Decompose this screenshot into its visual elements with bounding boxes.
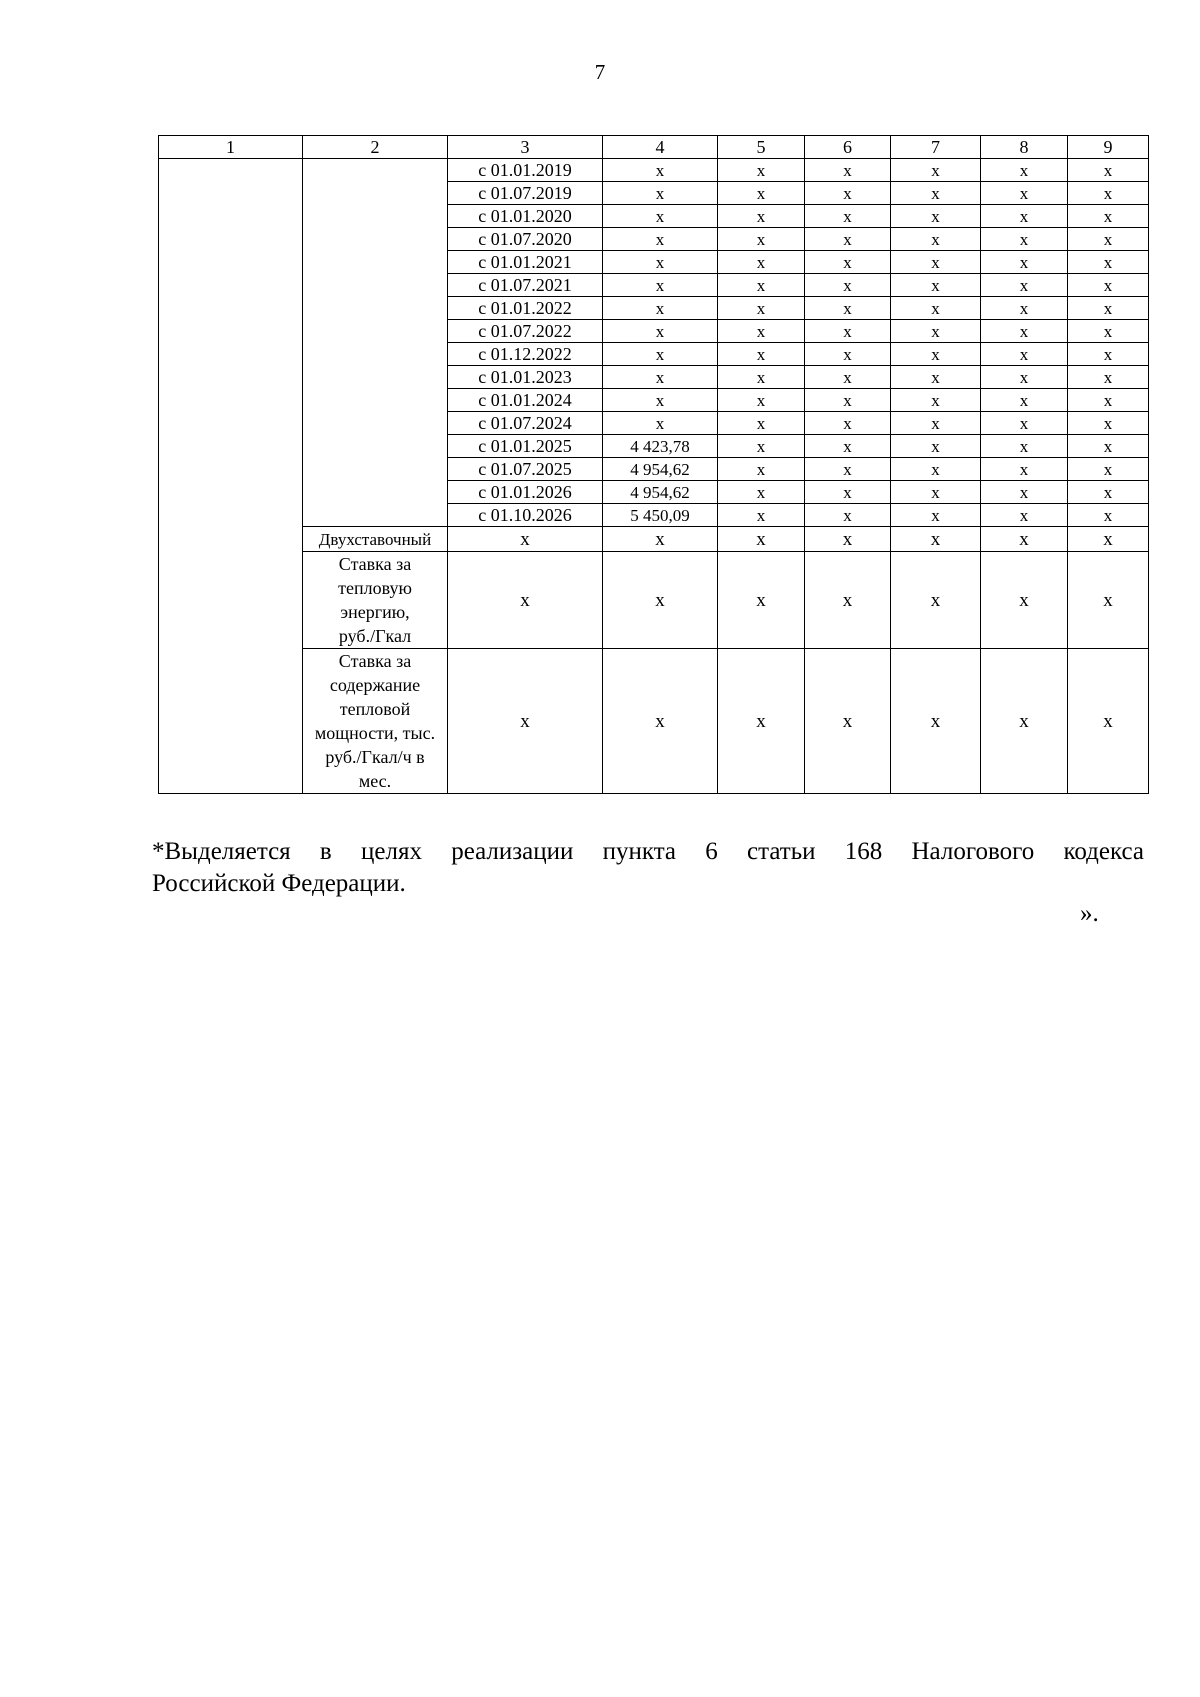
value-cell: x [1068, 552, 1149, 649]
value-cell: x [1068, 205, 1149, 228]
label-line: мощности, тыс. [314, 723, 436, 743]
value-cell: x [805, 527, 891, 552]
value-cell: x [805, 205, 891, 228]
tariff-value-cell: x [603, 205, 718, 228]
value-cell: x [981, 182, 1068, 205]
value-cell: x [718, 481, 805, 504]
value-cell: x [805, 159, 891, 182]
value-cell: x [1068, 159, 1149, 182]
value-cell: x [891, 251, 981, 274]
tariff-value-cell: x [603, 389, 718, 412]
value-cell: x [891, 481, 981, 504]
label-line: Ставка за [338, 554, 412, 574]
value-cell: x [805, 228, 891, 251]
value-cell: x [805, 649, 891, 794]
value-cell: x [805, 343, 891, 366]
value-cell: x [1068, 504, 1149, 527]
value-cell: x [1068, 228, 1149, 251]
label-line: мес. [358, 771, 392, 791]
tariff-value-cell: 4 954,62 [603, 458, 718, 481]
label-line: тепловую [338, 578, 412, 598]
value-cell: x [1068, 274, 1149, 297]
value-cell: x [981, 389, 1068, 412]
date-cell: с 01.07.2021 [448, 274, 603, 297]
value-cell: x [805, 504, 891, 527]
tariff-value-cell: x [603, 412, 718, 435]
header-cell: 7 [891, 136, 981, 159]
value-cell: x [448, 552, 603, 649]
value-cell: x [981, 274, 1068, 297]
value-cell: x [891, 205, 981, 228]
date-cell: с 01.01.2023 [448, 366, 603, 389]
value-cell: x [981, 297, 1068, 320]
header-cell: 9 [1068, 136, 1149, 159]
value-cell: x [718, 159, 805, 182]
tariff-value-cell: x [603, 343, 718, 366]
tariff-value-cell: x [603, 228, 718, 251]
tariff-value-cell: x [603, 366, 718, 389]
value-cell: x [981, 251, 1068, 274]
value-cell: x [891, 297, 981, 320]
value-cell: x [718, 649, 805, 794]
value-cell: x [805, 389, 891, 412]
capacity-rate-row-label [303, 649, 448, 794]
label-line: тепловой [339, 699, 411, 719]
value-cell: x [718, 320, 805, 343]
two-part-row [159, 527, 1149, 552]
tariff-value-cell: x [603, 274, 718, 297]
date-cell: с 01.07.2024 [448, 412, 603, 435]
value-cell: x [891, 412, 981, 435]
value-cell: x [603, 527, 718, 552]
date-cell: с 01.01.2021 [448, 251, 603, 274]
value-cell: x [1068, 389, 1149, 412]
two-part-label: Двухставочный [303, 527, 448, 552]
header-cell: 8 [981, 136, 1068, 159]
header-cell: 6 [805, 136, 891, 159]
tariff-value-cell: 4 954,62 [603, 481, 718, 504]
label-line: содержание [329, 675, 421, 695]
energy-rate-row-label [303, 552, 448, 649]
value-cell: x [805, 481, 891, 504]
value-cell: x [891, 527, 981, 552]
value-cell: x [718, 251, 805, 274]
value-cell: x [891, 366, 981, 389]
value-cell: x [981, 435, 1068, 458]
page-number: 7 [594, 60, 606, 84]
value-cell: x [1068, 458, 1149, 481]
date-cell: с 01.01.2026 [448, 481, 603, 504]
date-cell: с 01.07.2019 [448, 182, 603, 205]
value-cell: x [981, 552, 1068, 649]
date-cell: с 01.01.2022 [448, 297, 603, 320]
header-cell: 5 [718, 136, 805, 159]
col2-merged-cell [303, 159, 448, 527]
energy-rate-row [159, 552, 1149, 649]
value-cell: x [718, 274, 805, 297]
footnote-line: *Выделяется в целях реализации пункта 6 статьи 168 Налогового кодекса [152, 838, 1144, 865]
capacity-rate-row [159, 649, 1149, 794]
value-cell: x [1068, 649, 1149, 794]
value-cell: x [718, 343, 805, 366]
value-cell: x [981, 205, 1068, 228]
value-cell: x [1068, 320, 1149, 343]
value-cell: x [448, 649, 603, 794]
header-cell: 1 [159, 136, 303, 159]
header-cell: 2 [303, 136, 448, 159]
tariff-value-cell: x [603, 159, 718, 182]
value-cell: x [981, 412, 1068, 435]
table-row [159, 159, 1149, 182]
value-cell: x [805, 458, 891, 481]
value-cell: x [448, 527, 603, 552]
date-cell: с 01.07.2020 [448, 228, 603, 251]
date-cell: с 01.01.2020 [448, 205, 603, 228]
value-cell: x [1068, 297, 1149, 320]
value-cell: x [718, 228, 805, 251]
date-cell: с 01.01.2025 [448, 435, 603, 458]
tariff-value-cell: x [603, 182, 718, 205]
date-cell: с 01.12.2022 [448, 343, 603, 366]
tariff-value-cell: x [603, 251, 718, 274]
value-cell: x [805, 274, 891, 297]
date-cell: с 01.10.2026 [448, 504, 603, 527]
value-cell: x [891, 504, 981, 527]
value-cell: x [805, 366, 891, 389]
value-cell: x [1068, 412, 1149, 435]
value-cell: x [981, 320, 1068, 343]
value-cell: x [981, 458, 1068, 481]
footnote [152, 836, 1144, 900]
value-cell: x [1068, 251, 1149, 274]
table-header-row [159, 136, 1149, 159]
label-line: руб./Гкал [338, 626, 412, 646]
value-cell: x [981, 527, 1068, 552]
tariff-value-cell: x [603, 297, 718, 320]
value-cell: x [891, 274, 981, 297]
value-cell: x [1068, 343, 1149, 366]
value-cell: x [718, 527, 805, 552]
value-cell: x [981, 366, 1068, 389]
tariff-value-cell: 5 450,09 [603, 504, 718, 527]
value-cell: x [718, 182, 805, 205]
value-cell: x [981, 228, 1068, 251]
value-cell: x [891, 458, 981, 481]
date-cell: с 01.07.2022 [448, 320, 603, 343]
col1-merged-cell [159, 159, 303, 794]
value-cell: x [981, 504, 1068, 527]
value-cell: x [603, 552, 718, 649]
date-cell: с 01.01.2019 [448, 159, 603, 182]
value-cell: x [805, 297, 891, 320]
tariff-value-cell: x [603, 320, 718, 343]
value-cell: x [718, 552, 805, 649]
value-cell: x [718, 205, 805, 228]
value-cell: x [981, 343, 1068, 366]
value-cell: x [891, 435, 981, 458]
tariff-value-cell: 4 423,78 [603, 435, 718, 458]
value-cell: x [891, 320, 981, 343]
date-cell: с 01.01.2024 [448, 389, 603, 412]
value-cell: x [891, 343, 981, 366]
value-cell: x [981, 649, 1068, 794]
value-cell: x [1068, 481, 1149, 504]
value-cell: x [1068, 182, 1149, 205]
value-cell: x [805, 320, 891, 343]
value-cell: x [891, 552, 981, 649]
value-cell: x [1068, 366, 1149, 389]
label-line: Ставка за [338, 651, 412, 671]
value-cell: x [718, 297, 805, 320]
value-cell: x [603, 649, 718, 794]
tariff-table [158, 135, 1149, 794]
value-cell: x [1068, 435, 1149, 458]
closing-quote: ». [1080, 900, 1099, 927]
value-cell: x [805, 552, 891, 649]
value-cell: x [805, 435, 891, 458]
value-cell: x [718, 389, 805, 412]
value-cell: x [981, 159, 1068, 182]
value-cell: x [805, 251, 891, 274]
value-cell: x [718, 412, 805, 435]
value-cell: x [805, 412, 891, 435]
value-cell: x [981, 481, 1068, 504]
value-cell: x [891, 159, 981, 182]
value-cell: x [891, 228, 981, 251]
label-line: энергию, [340, 602, 410, 622]
header-cell: 3 [448, 136, 603, 159]
footnote-line: Российской Федерации. [152, 870, 406, 897]
value-cell: x [891, 389, 981, 412]
date-cell: с 01.07.2025 [448, 458, 603, 481]
label-line: руб./Гкал/ч в [325, 747, 425, 767]
value-cell: x [891, 649, 981, 794]
value-cell: x [718, 504, 805, 527]
value-cell: x [1068, 527, 1149, 552]
value-cell: x [718, 435, 805, 458]
value-cell: x [805, 182, 891, 205]
value-cell: x [718, 366, 805, 389]
value-cell: x [891, 182, 981, 205]
header-cell: 4 [603, 136, 718, 159]
value-cell: x [718, 458, 805, 481]
